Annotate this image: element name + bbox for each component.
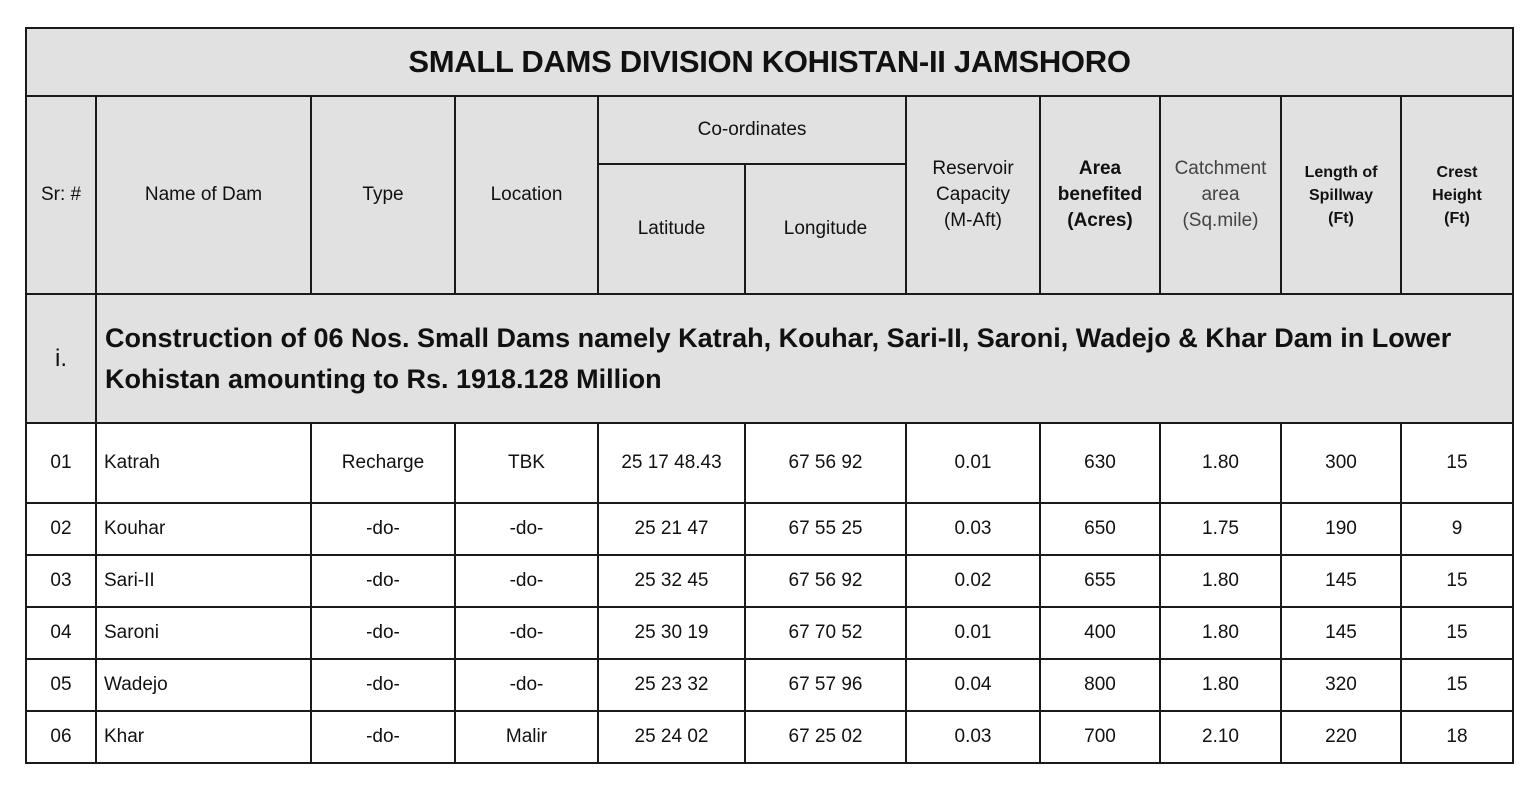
cell-sr: 03 xyxy=(26,555,96,607)
cell-longitude: 67 70 52 xyxy=(745,607,906,659)
header-crest-height xyxy=(1401,96,1513,294)
header-name: Name of Dam xyxy=(96,96,311,294)
header-catchment-line1: Catchment xyxy=(1174,158,1267,179)
cell-location: -do- xyxy=(455,555,598,607)
cell-name: Khar xyxy=(96,711,311,763)
header-area-line2: benefited xyxy=(1057,184,1143,205)
header-spillway-line2: Spillway xyxy=(1308,186,1374,204)
header-catchment-line2: area xyxy=(1201,184,1240,205)
cell-latitude: 25 21 47 xyxy=(598,503,745,555)
cell-spillway: 320 xyxy=(1281,659,1401,711)
table-row xyxy=(26,555,1513,607)
header-spillway-line3: (Ft) xyxy=(1328,209,1354,227)
header-reservoir-line1: Reservoir xyxy=(932,158,1014,179)
header-latitude: Latitude xyxy=(598,164,745,294)
cell-area: 800 xyxy=(1040,659,1160,711)
header-catchment-area xyxy=(1160,96,1281,294)
cell-crest: 15 xyxy=(1401,607,1513,659)
header-area-line1: Area xyxy=(1078,158,1122,179)
table-title: SMALL DAMS DIVISION KOHISTAN-II JAMSHORO xyxy=(26,28,1513,96)
header-area-line3: (Acres) xyxy=(1067,210,1133,231)
cell-spillway: 220 xyxy=(1281,711,1401,763)
cell-reservoir: 0.01 xyxy=(906,607,1040,659)
cell-sr: 05 xyxy=(26,659,96,711)
header-sr: Sr: # xyxy=(26,96,96,294)
cell-latitude: 25 32 45 xyxy=(598,555,745,607)
cell-longitude: 67 56 92 xyxy=(745,423,906,503)
table-row xyxy=(26,423,1513,503)
cell-latitude: 25 17 48.43 xyxy=(598,423,745,503)
cell-location: TBK xyxy=(455,423,598,503)
cell-type: -do- xyxy=(311,659,455,711)
cell-name: Saroni xyxy=(96,607,311,659)
cell-catchment: 1.80 xyxy=(1160,659,1281,711)
cell-type: -do- xyxy=(311,607,455,659)
cell-area: 400 xyxy=(1040,607,1160,659)
header-length-of-spillway xyxy=(1281,96,1401,294)
cell-type: Recharge xyxy=(311,423,455,503)
header-crest-line1: Crest xyxy=(1436,163,1478,181)
cell-reservoir: 0.03 xyxy=(906,711,1040,763)
cell-name: Sari-II xyxy=(96,555,311,607)
cell-sr: 01 xyxy=(26,423,96,503)
cell-catchment: 1.75 xyxy=(1160,503,1281,555)
dams-table xyxy=(25,27,1514,764)
cell-sr: 04 xyxy=(26,607,96,659)
cell-area: 650 xyxy=(1040,503,1160,555)
table-row xyxy=(26,711,1513,763)
cell-catchment: 1.80 xyxy=(1160,555,1281,607)
cell-name: Wadejo xyxy=(96,659,311,711)
cell-area: 655 xyxy=(1040,555,1160,607)
cell-location: Malir xyxy=(455,711,598,763)
cell-location: -do- xyxy=(455,503,598,555)
cell-catchment: 1.80 xyxy=(1160,607,1281,659)
cell-area: 700 xyxy=(1040,711,1160,763)
header-longitude: Longitude xyxy=(745,164,906,294)
header-reservoir-capacity xyxy=(906,96,1040,294)
table-row xyxy=(26,659,1513,711)
header-reservoir-line3: (M-Aft) xyxy=(943,210,1003,231)
cell-crest: 15 xyxy=(1401,659,1513,711)
cell-latitude: 25 30 19 xyxy=(598,607,745,659)
cell-sr: 02 xyxy=(26,503,96,555)
cell-reservoir: 0.01 xyxy=(906,423,1040,503)
header-location: Location xyxy=(455,96,598,294)
cell-longitude: 67 55 25 xyxy=(745,503,906,555)
cell-area: 630 xyxy=(1040,423,1160,503)
table-row xyxy=(26,607,1513,659)
cell-longitude: 67 25 02 xyxy=(745,711,906,763)
cell-spillway: 145 xyxy=(1281,555,1401,607)
cell-reservoir: 0.02 xyxy=(906,555,1040,607)
cell-spillway: 145 xyxy=(1281,607,1401,659)
cell-latitude: 25 23 32 xyxy=(598,659,745,711)
header-crest-line2: Height xyxy=(1432,186,1482,204)
cell-type: -do- xyxy=(311,503,455,555)
cell-sr: 06 xyxy=(26,711,96,763)
cell-name: Katrah xyxy=(96,423,311,503)
cell-spillway: 300 xyxy=(1281,423,1401,503)
cell-name: Kouhar xyxy=(96,503,311,555)
cell-longitude: 67 57 96 xyxy=(745,659,906,711)
cell-longitude: 67 56 92 xyxy=(745,555,906,607)
section-number: i. xyxy=(26,294,96,423)
header-type: Type xyxy=(311,96,455,294)
header-crest-line3: (Ft) xyxy=(1444,209,1470,227)
header-catchment-line3: (Sq.mile) xyxy=(1182,210,1259,231)
cell-catchment: 2.10 xyxy=(1160,711,1281,763)
header-spillway-line1: Length of xyxy=(1304,163,1378,181)
cell-catchment: 1.80 xyxy=(1160,423,1281,503)
cell-latitude: 25 24 02 xyxy=(598,711,745,763)
cell-type: -do- xyxy=(311,711,455,763)
cell-crest: 15 xyxy=(1401,555,1513,607)
cell-reservoir: 0.04 xyxy=(906,659,1040,711)
cell-reservoir: 0.03 xyxy=(906,503,1040,555)
cell-location: -do- xyxy=(455,607,598,659)
cell-location: -do- xyxy=(455,659,598,711)
header-reservoir-line2: Capacity xyxy=(936,184,1010,205)
cell-crest: 9 xyxy=(1401,503,1513,555)
cell-spillway: 190 xyxy=(1281,503,1401,555)
section-description: Construction of 06 Nos. Small Dams namely Katrah, Kouhar, Sari-II, Saroni, Wadejo & Khar Dam in Lower Kohistan amounting to Rs. 1918.128 Million xyxy=(96,294,1513,423)
header-coordinates: Co-ordinates xyxy=(598,96,906,164)
cell-type: -do- xyxy=(311,555,455,607)
header-area-benefited xyxy=(1040,96,1160,294)
cell-crest: 18 xyxy=(1401,711,1513,763)
table-row xyxy=(26,503,1513,555)
cell-crest: 15 xyxy=(1401,423,1513,503)
